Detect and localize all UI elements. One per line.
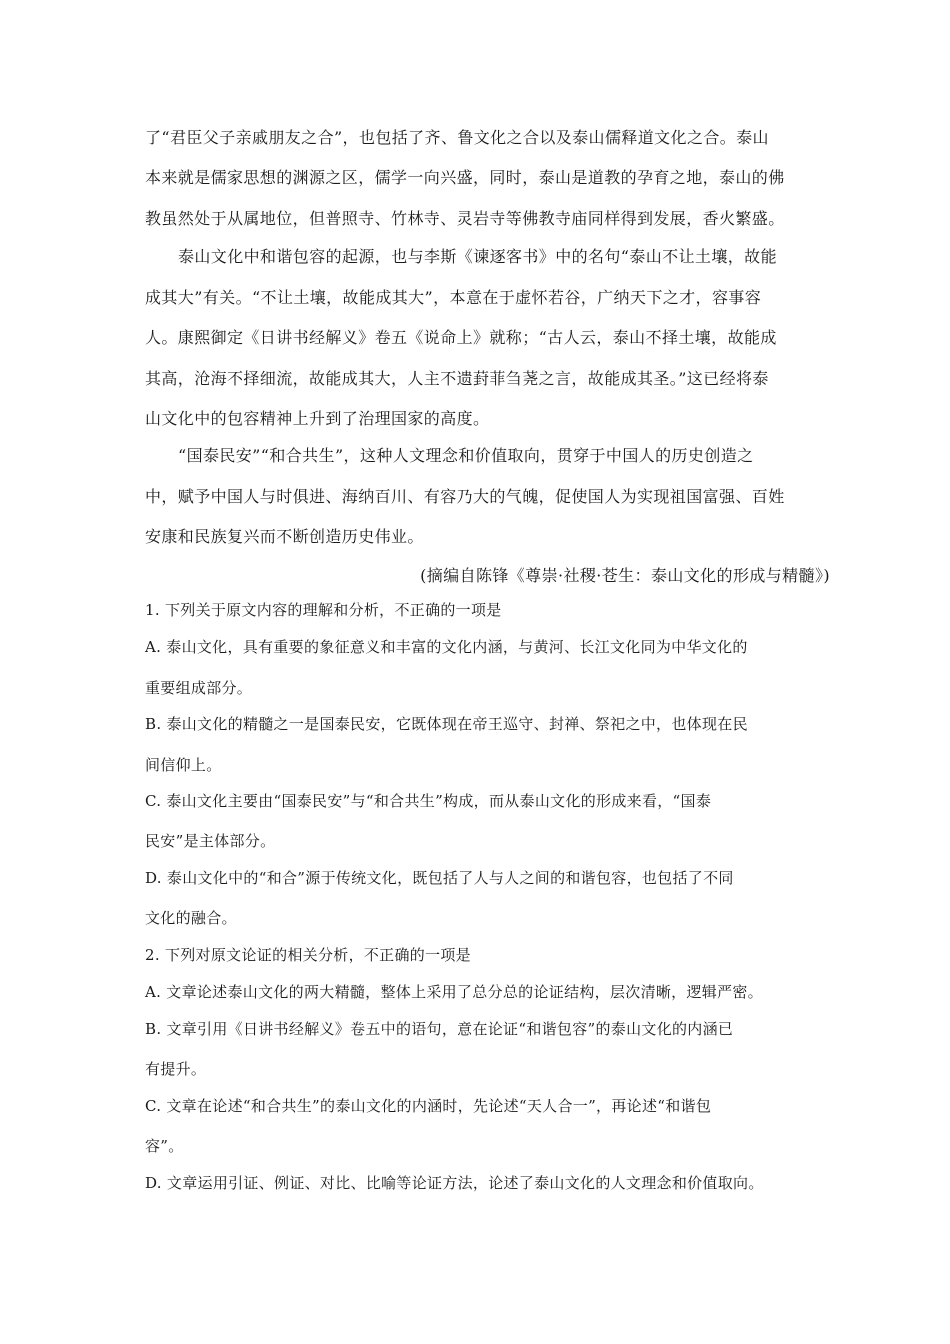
- paragraph-1-line-2: 本来就是儒家思想的渊源之区，儒学一向兴盛，同时，泰山是道教的孕育之地，泰山的佛: [145, 168, 785, 187]
- question-2-option-a-line-1: A. 文章论述泰山文化的两大精髓，整体上采用了总分总的论证结构，层次清晰，逻辑严密。: [145, 983, 763, 1001]
- question-1-option-a-line-2: 重要组成部分。: [145, 679, 253, 697]
- question-1-option-c-line-1: C. 泰山文化主要由“国泰民安”与“和合共生”构成，而从泰山文化的形成来看，“国泰: [145, 792, 712, 810]
- question-2-option-c-line-2: 容”。: [145, 1137, 184, 1155]
- question-2-option-b-line-2: 有提升。: [145, 1060, 207, 1078]
- question-1-option-c-line-2: 民安”是主体部分。: [145, 832, 276, 850]
- source-citation: (摘编自陈锋《尊崇·社稷·苍生：泰山文化的形成与精髓》): [420, 566, 830, 585]
- paragraph-2-line-2: 成其大”有关。“不让土壤，故能成其大”，本意在于虚怀若谷，广纳天下之才，容事容: [145, 288, 762, 307]
- question-2-option-b-line-1: B. 文章引用《日讲书经解义》卷五中的语句，意在论证“和谐包容”的泰山文化的内涵已: [145, 1020, 734, 1038]
- paragraph-1-line-1: 了“君臣父子亲戚朋友之合”，也包括了齐、鲁文化之合以及泰山儒释道文化之合。泰山: [145, 128, 769, 147]
- question-2-option-c-line-1: C. 文章在论述“和合共生”的泰山文化的内涵时，先论述“天人合一”，再论述“和谐包: [145, 1097, 712, 1115]
- paragraph-3-line-2: 中，赋予中国人与时俱进、海纳百川、有容乃大的气魄，促使国人为实现祖国富强、百姓: [145, 487, 785, 506]
- paragraph-3-line-3: 安康和民族复兴而不断创造历史伟业。: [145, 527, 424, 546]
- question-1-option-d-line-1: D. 泰山文化中的“和合”源于传统文化，既包括了人与人之间的和谐包容，也包括了不同: [145, 869, 734, 887]
- paragraph-1-line-3: 教虽然处于从属地位，但普照寺、竹林寺、灵岩寺等佛教寺庙同样得到发展，香火繁盛。: [145, 209, 785, 228]
- question-1-option-a-line-1: A. 泰山文化，具有重要的象征意义和丰富的文化内涵，与黄河、长江文化同为中华文化的: [145, 638, 748, 656]
- question-1-option-b-line-2: 间信仰上。: [145, 756, 222, 774]
- question-2-stem: 2. 下列对原文论证的相关分析，不正确的一项是: [145, 946, 471, 964]
- question-1-option-b-line-1: B. 泰山文化的精髓之一是国泰民安，它既体现在帝王巡守、封禅、祭祀之中，也体现在民: [145, 715, 748, 733]
- paragraph-2-line-3: 人。康熙御定《日讲书经解义》卷五《说命上》就称；“古人云，泰山不择土壤，故能成: [145, 328, 777, 347]
- paragraph-2-line-1: 泰山文化中和谐包容的起源，也与李斯《谏逐客书》中的名句“泰山不让土壤，故能: [178, 247, 777, 266]
- question-1-stem: 1. 下列关于原文内容的理解和分析，不正确的一项是: [145, 601, 502, 619]
- paragraph-3-line-1: “国泰民安”“和合共生”，这种人文理念和价值取向，贯穿于中国人的历史创造之: [178, 446, 754, 465]
- question-2-option-d-line-1: D. 文章运用引证、例证、对比、比喻等论证方法，论述了泰山文化的人文理念和价值取向。: [145, 1174, 764, 1192]
- paragraph-2-line-4: 其高，沧海不择细流，故能成其大，人主不遗葑菲刍荛之言，故能成其圣。”这已经将泰: [145, 369, 769, 388]
- paragraph-2-line-5: 山文化中的包容精神上升到了治理国家的高度。: [145, 409, 490, 428]
- question-1-option-d-line-2: 文化的融合。: [145, 909, 237, 927]
